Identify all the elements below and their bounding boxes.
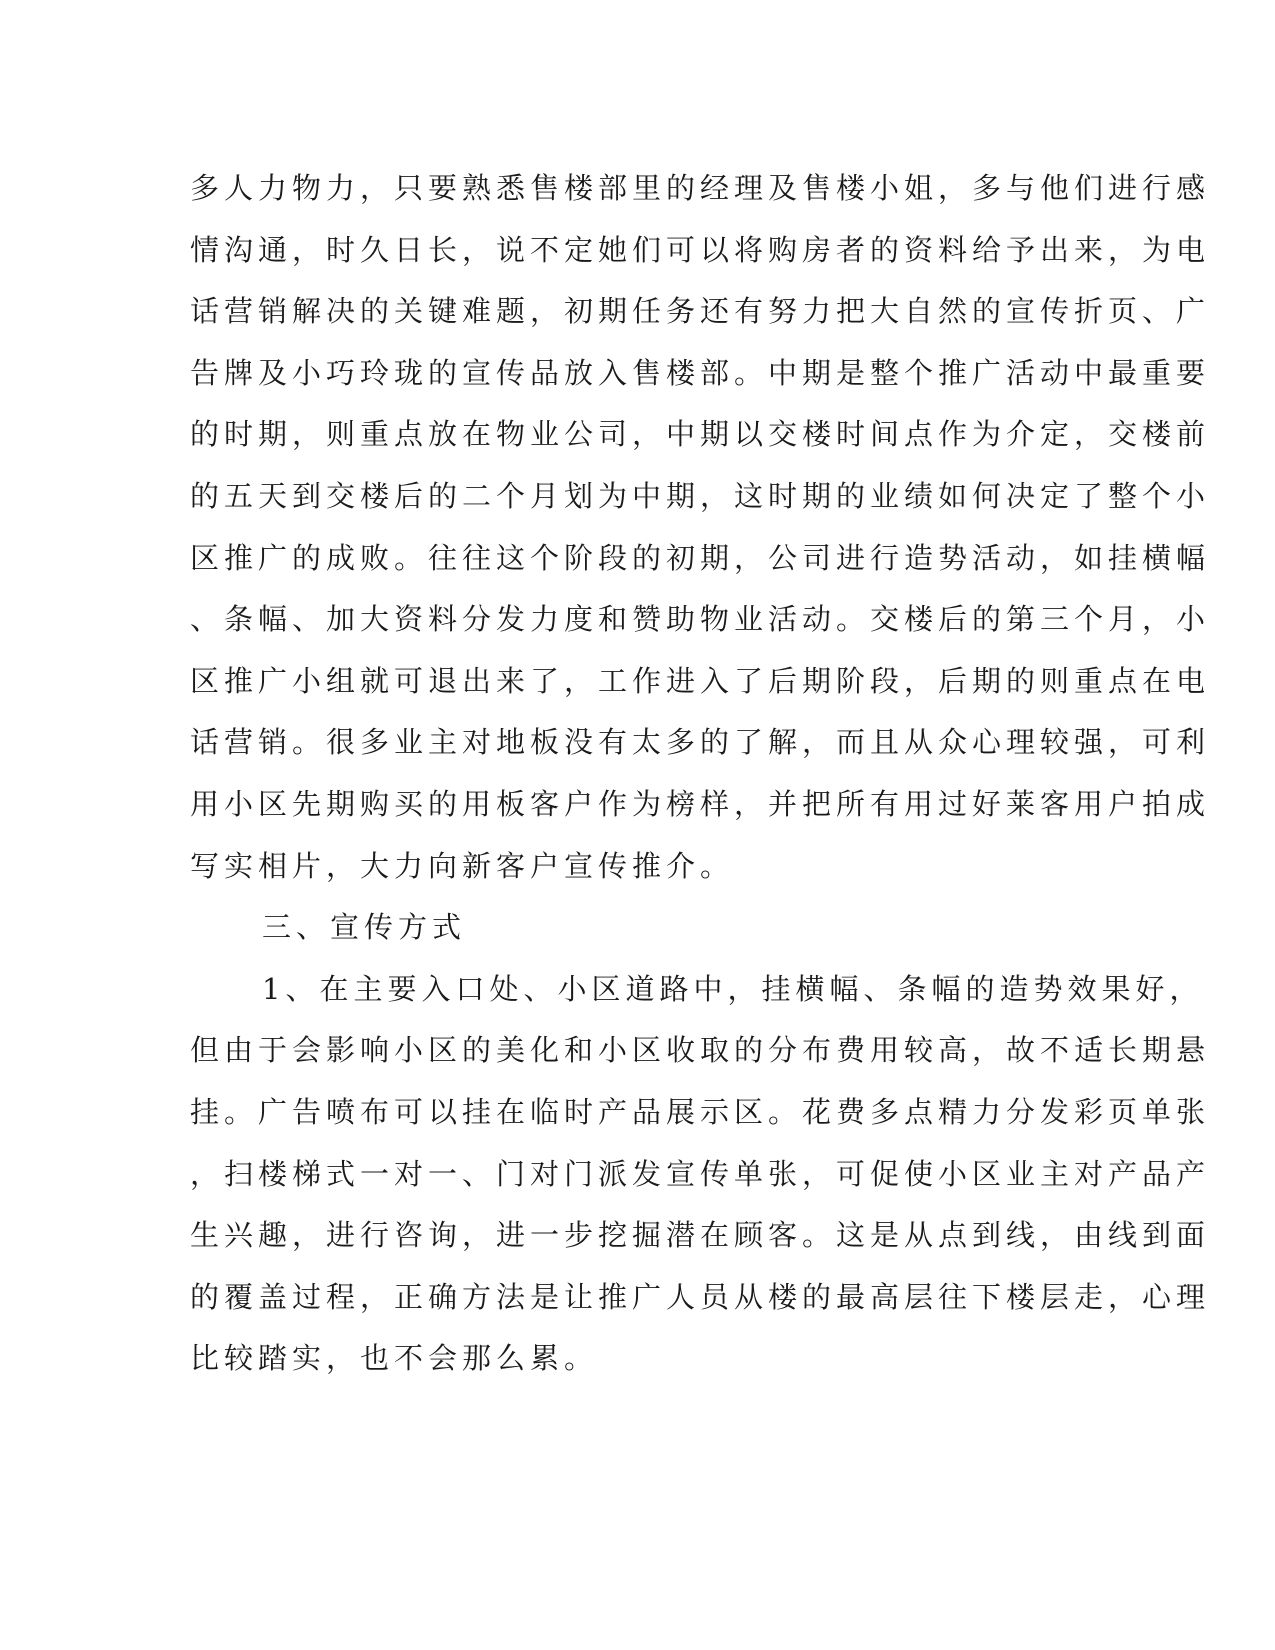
paragraph-line: 话营销。很多业主对地板没有太多的了解，而且从众心理较强，可利 <box>190 725 1211 760</box>
paragraph-line: 用小区先期购买的用板客户作为榜样，并把所有用过好莱客用户拍成 <box>190 786 1211 821</box>
paragraph-line: 区推广小组就可退出来了，工作进入了后期阶段，后期的则重点在电 <box>190 663 1211 698</box>
paragraph-line: 比较踏实，也不会那么累。 <box>190 1341 599 1376</box>
paragraph-2 <box>190 959 1211 1390</box>
paragraph-line: 的覆盖过程，正确方法是让推广人员从楼的最高层往下楼层走，心理 <box>190 1279 1211 1314</box>
paragraph-line: ，扫楼梯式一对一、门对门派发宣传单张，可促使小区业主对产品产 <box>190 1156 1211 1191</box>
paragraph-line: 的五天到交楼后的二个月划为中期，这时期的业绩如何决定了整个小 <box>190 478 1211 513</box>
paragraph-line: 多人力物力，只要熟悉售楼部里的经理及售楼小姐，多与他们进行感 <box>190 171 1211 205</box>
paragraph-line: 区推广的成败。往往这个阶段的初期，公司进行造势活动，如挂横幅 <box>190 540 1211 575</box>
paragraph-line: 但由于会影响小区的美化和小区收取的分布费用较高，故不适长期悬 <box>190 1033 1211 1068</box>
paragraph-line: 话营销解决的关键难题，初期任务还有努力把大自然的宣传折页、广 <box>190 294 1211 329</box>
paragraph-1 <box>190 158 1211 897</box>
paragraph-line: 挂。广告喷布可以挂在临时产品展示区。花费多点精力分发彩页单张 <box>190 1094 1211 1129</box>
paragraph-line: 情沟通，时久日长，说不定她们可以将购房者的资料给予出来，为电 <box>190 232 1211 267</box>
paragraph-line: 告牌及小巧玲珑的宣传品放入售楼部。中期是整个推广活动中最重要 <box>190 355 1211 390</box>
paragraph-line: 1、在主要入口处、小区道路中，挂横幅、条幅的造势效果好， <box>262 971 1204 1006</box>
paragraph-line: 的时期，则重点放在物业公司，中期以交楼时间点作为介定，交楼前 <box>190 417 1211 452</box>
paragraph-line: 生兴趣，进行咨询，进一步挖掘潜在顾客。这是从点到线，由线到面 <box>190 1218 1211 1253</box>
section-heading: 三、宣传方式 <box>262 910 467 945</box>
paragraph-line: 、条幅、加大资料分发力度和赞助物业活动。交楼后的第三个月，小 <box>190 602 1211 637</box>
paragraph-line: 写实相片，大力向新客户宣传推介。 <box>190 848 735 883</box>
document-body <box>190 158 1211 1390</box>
